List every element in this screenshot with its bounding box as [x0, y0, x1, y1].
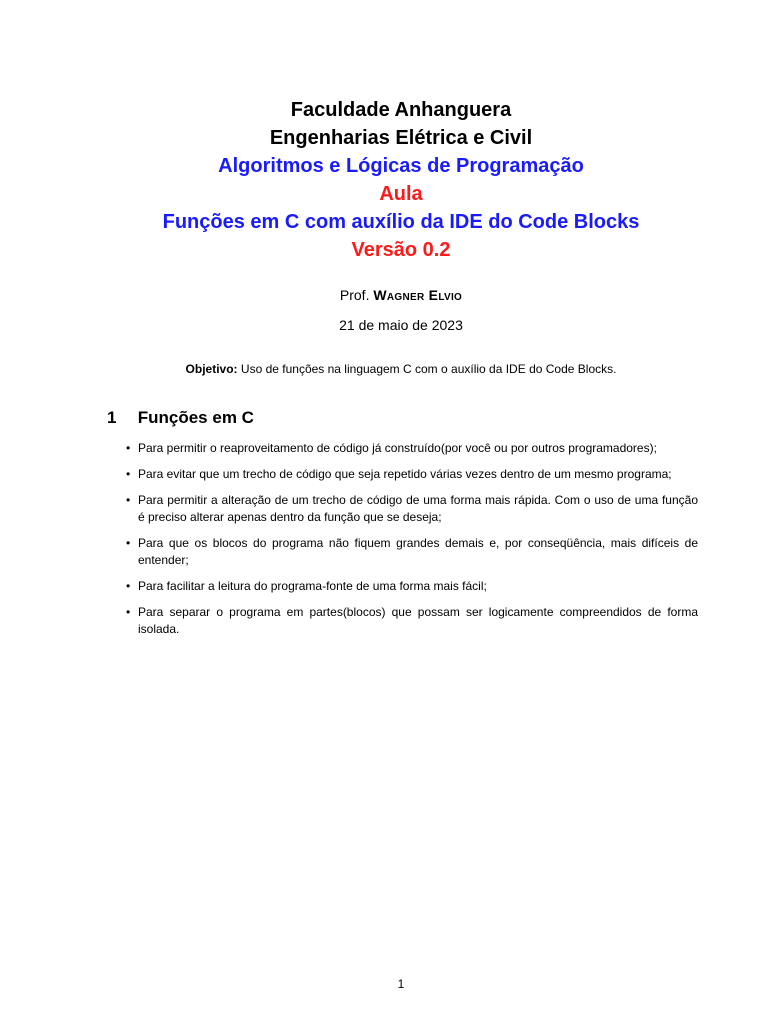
- abstract-label: Objetivo:: [185, 362, 238, 376]
- courses-title: Engenharias Elétrica e Civil: [269, 127, 533, 149]
- list-item: [128, 466, 698, 483]
- bullet-icon: •: [126, 579, 131, 593]
- abstract: [0, 362, 768, 376]
- list-item: [128, 440, 698, 457]
- bullet-icon: •: [126, 493, 131, 507]
- list-item-text: Para permitir a alteração de um trecho de código de uma forma mais rápida. Com o uso de uma função é preciso alterar apenas dentro da função que se deseja;: [138, 493, 698, 524]
- lesson-type-title: Aula: [379, 183, 423, 205]
- page-number: 1: [397, 977, 405, 991]
- list-item-text: Para facilitar a leitura do programa-fonte de uma forma mais fácil;: [138, 579, 487, 593]
- topic-title: Funções em C com auxílio da IDE do Code Blocks: [162, 211, 640, 233]
- institution-title: Faculdade Anhanguera: [290, 99, 512, 121]
- section-number: 1: [107, 408, 117, 427]
- version-title: Versão 0.2: [351, 239, 451, 261]
- section-heading: [107, 408, 254, 428]
- author-line: [0, 287, 768, 303]
- bullet-icon: •: [126, 536, 131, 550]
- abstract-text: Uso de funções na linguagem C com o auxílio da IDE do Code Blocks.: [240, 362, 617, 376]
- list-item: [128, 604, 698, 638]
- document-title-block: [0, 96, 768, 264]
- list-item: [128, 578, 698, 595]
- bullet-icon: •: [126, 605, 131, 619]
- subject-title: Algoritmos e Lógicas de Programação: [218, 155, 584, 177]
- list-item-text: Para separar o programa em partes(blocos) que possam ser logicamente compreendidos de forma isolada.: [138, 605, 698, 636]
- list-item-text: Para permitir o reaproveitamento de código já construído(por você ou por outros programadores);: [138, 441, 657, 455]
- list-item: [128, 492, 698, 526]
- list-item-text: Para evitar que um trecho de código que seja repetido várias vezes dentro de um mesmo programa;: [138, 467, 672, 481]
- author-prefix: Prof.: [339, 287, 370, 303]
- list-item-text: Para que os blocos do programa não fiquem grandes demais e, por conseqüência, mais difíceis de entender;: [138, 536, 698, 567]
- bullet-icon: •: [126, 467, 131, 481]
- author-name: Wagner Elvio: [373, 287, 463, 303]
- document-date: 21 de maio de 2023: [339, 317, 463, 333]
- section-title-text: Funções em C: [137, 408, 254, 427]
- bullet-icon: •: [126, 441, 131, 455]
- bullet-list: [128, 440, 698, 647]
- list-item: [128, 535, 698, 569]
